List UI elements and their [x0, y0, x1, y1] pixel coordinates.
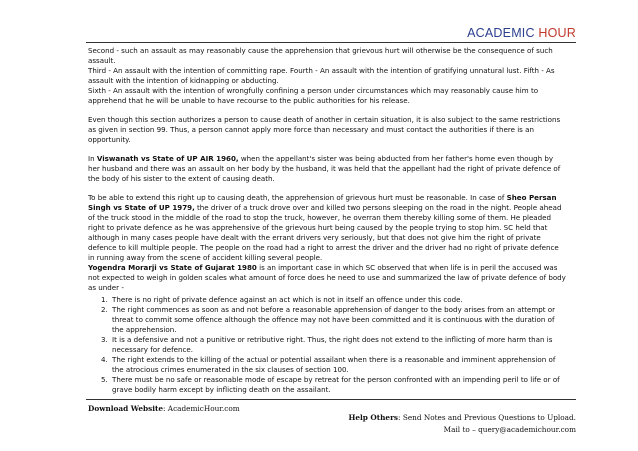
text-span: the driver of a truck drove over and killed two persons sleeping on the road in the night. People ahead of the truck stood in the middle of the road to stop the truck, however, he overran them thereby killing some of them. He pleaded right to private defence as he was apprehensive of the grievous hurt being caused by the people trying to stop him. SC held that although in many cases people have dealt with the errant drivers very seriously, but that does not give him the right of private defence to kill multiple people. The people on the road had a right to arrest the driver and the driver had no right of private defence in running away from the scene of accident killing several people. — [88, 203, 562, 262]
paragraph-viswanath — [88, 154, 566, 184]
list-item: 4. The right extends to the killing of the actual or potential assailant when there is a reasonable and imminent apprehension of the atrocious crimes enumerated in the six clauses of section 100. — [110, 355, 566, 375]
paragraph-sheo-persan — [88, 193, 566, 262]
paragraph-restrictions: Even though this section authorizes a person to cause death of another in certain situation, it is also subject to the same restrictions as given in section 99. Thus, a person cannot apply more force than necessary and must contact the authorities if there is an opportunity. — [88, 114, 561, 144]
paragraph-sixth: Sixth - An assault with the intention of wrongfully confining a person under circumstances which may reasonably cause him to apprehend that he will be unable to have recourse to the public authorities for his release. — [88, 85, 539, 105]
header-divider — [86, 42, 576, 43]
case-name-sheo-persan: Sheo Persan Singh vs State of UP 1979, — [88, 193, 557, 213]
brand-academic: ACADEMIC — [467, 26, 539, 40]
document-body — [88, 46, 566, 395]
case-name-yogendra: Yogendra Morarji vs State of Gujarat 1980 — [88, 262, 257, 272]
help-text: : Send Notes and Previous Questions to Upload. — [398, 413, 576, 422]
footer-divider — [86, 399, 576, 400]
paragraph-third: Third - An assault with the intention of committing rape. Fourth - An assault with the intention of gratifying unnatural lust. Fifth - As assault with the intention of kidnapping or abducting. — [88, 65, 555, 85]
mail-line[interactable]: Mail to – query@academichour.com — [443, 425, 576, 434]
paragraph-yogendra — [88, 263, 566, 293]
footer-download — [88, 404, 240, 413]
list-item: 1. There is no right of private defence against an act which is not in itself an offence under this code. — [110, 295, 566, 305]
text-span: In — [88, 154, 97, 164]
download-link[interactable]: : AcademicHour.com — [163, 404, 240, 413]
footer-help — [348, 412, 576, 436]
text-span: is an important case in which SC observed that when life is in peril the accused was not expected to weigh in golden scales what amount of force does he need to use and summarized the law of private defence of body as under - — [88, 262, 566, 292]
download-label: Download Website — [88, 404, 164, 413]
private-defence-list — [88, 295, 566, 394]
list-item: 5. There must be no safe or reasonable mode of escape by retreat for the person confronted with an impending peril to life or of grave bodily harm except by inflicting death on the assailant. — [110, 375, 566, 395]
brand-hour: HOUR — [538, 26, 576, 40]
list-item: 3. It is a defensive and not a punitive or retributive right. Thus, the right does not extend to the inflicting of more harm than is necessary for defence. — [110, 335, 566, 355]
case-name-viswanath: Viswanath vs State of UP AIR 1960, — [96, 154, 239, 164]
help-label: Help Others — [348, 413, 399, 422]
text-span: To be able to extend this right up to causing death, the apprehension of grievous hurt must be reasonable. In case of — [88, 193, 507, 203]
paragraph-second: Second - such an assault as may reasonably cause the apprehension that grievous hurt will otherwise be the consequence of such assault. — [88, 46, 553, 65]
help-line — [348, 412, 576, 424]
brand-logo — [467, 26, 576, 40]
text-span: when the appellant's sister was being abducted from her father's home even though by her husband and there was an assault on her body by the husband, it was held that the appellant had the right of private defence of the body of his sister to the extent of causing death. — [88, 154, 561, 183]
list-item: 2. The right commences as soon as and not before a reasonable apprehension of danger to the body arises from an attempt or threat to commit some offence although the offence may not have been committed and it is continuous with the duration of the apprehension. — [110, 305, 566, 335]
